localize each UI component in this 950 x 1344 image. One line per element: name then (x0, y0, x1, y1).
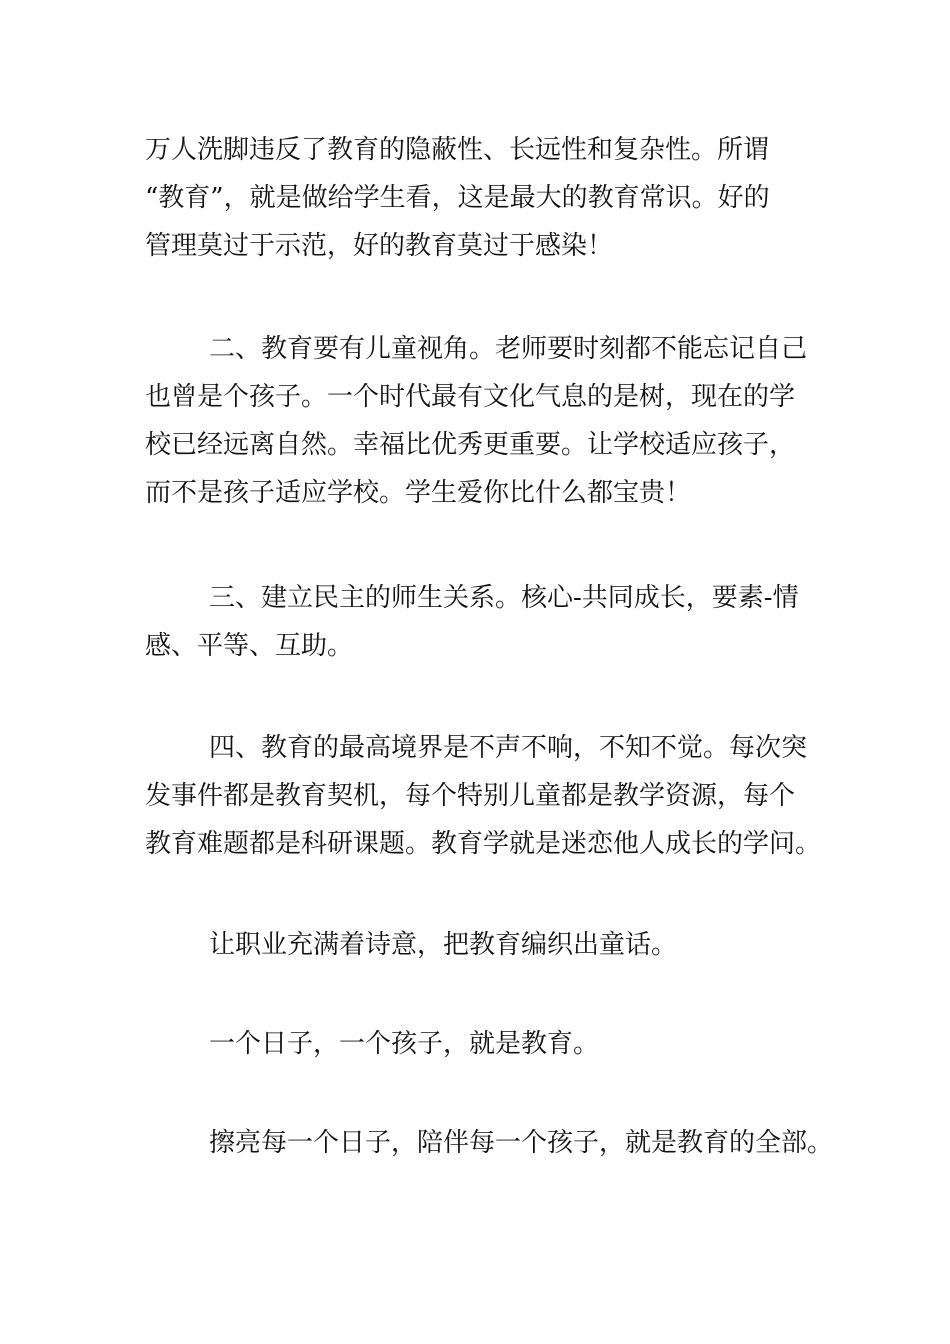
text-line: 也曾是个孩子。一个时代最有文化气息的是树，现在的学 (145, 382, 796, 412)
text-line: 三、建立民主的师生关系。核心-共同成长，要素-情 (209, 583, 799, 613)
text-line: 二、教育要有儿童视角。老师要时刻都不能忘记自己 (209, 334, 808, 364)
text-line: 而不是孩子适应学校。学生爱你比什么都宝贵！ (145, 478, 692, 508)
text-line: 校已经远离自然。幸福比优秀更重要。让学校适应孩子， (145, 430, 796, 460)
paragraph-4 (145, 724, 822, 868)
paragraph-3 (145, 574, 810, 670)
text-line: “教育”，就是做给学生看，这是最大的教育常识。好的 (145, 183, 770, 213)
text-line: 感、平等、互助。 (145, 631, 354, 661)
paragraph-2 (145, 325, 810, 517)
paragraph-7 (145, 1119, 834, 1167)
text-line: 发事件都是教育契机，每个特别儿童都是教学资源，每个 (145, 781, 796, 811)
paragraph-5 (145, 921, 810, 969)
text-line: 擦亮每一个日子，陪伴每一个孩子，就是教育的全部。 (209, 1128, 834, 1158)
text-line: 一个日子，一个孩子，就是教育。 (209, 1029, 600, 1059)
text-line: 万人洗脚违反了教育的隐蔽性、长远性和复杂性。所谓 (145, 135, 770, 165)
paragraph-1 (145, 126, 810, 270)
paragraph-6 (145, 1020, 810, 1068)
text-line: 教育难题都是科研课题。教育学就是迷恋他人成长的学问。 (145, 829, 822, 859)
text-line: 管理莫过于示范，好的教育莫过于感染！ (145, 231, 614, 261)
text-line: 四、教育的最高境界是不声不响，不知不觉。每次突 (209, 733, 808, 763)
text-line: 让职业充满着诗意，把教育编织出童话。 (209, 930, 678, 960)
